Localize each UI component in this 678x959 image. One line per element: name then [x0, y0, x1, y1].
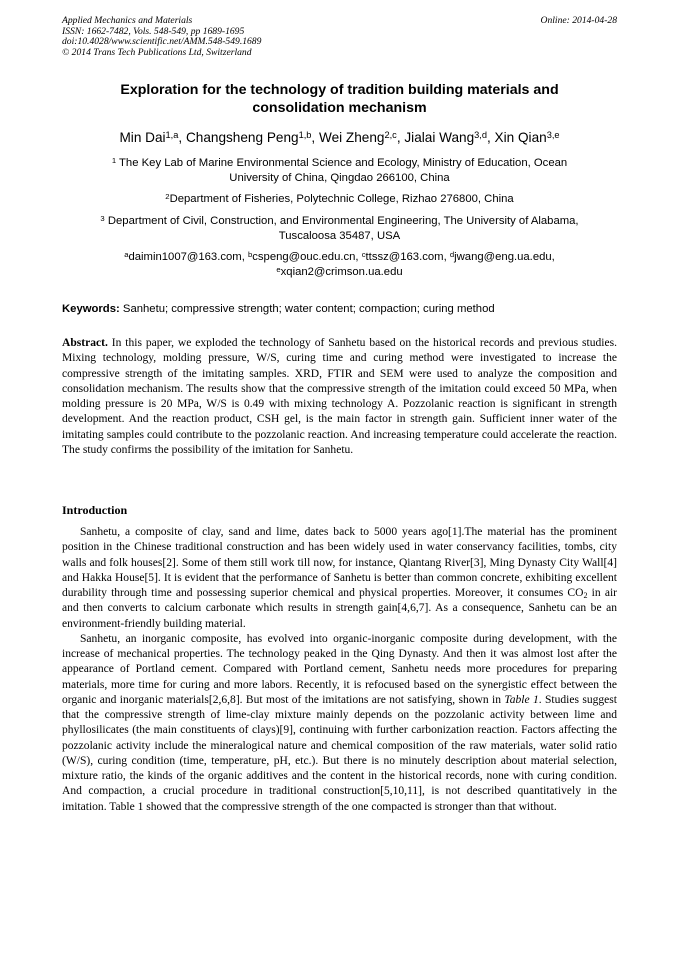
email-mark: d: [449, 249, 455, 259]
copyright-line: © 2014 Trans Tech Publications Ltd, Switzerland: [62, 46, 252, 58]
affiliation-mark: 3: [100, 213, 105, 223]
author-affiliation-mark: 2,c: [384, 129, 397, 140]
author-list: Min Dai$^{1,a}$, Changsheng Peng$^{1,b}$, Wei Zheng$^{2,c}$, Jialai Wang$^{3,d}$, Xin Qian$^{3,e}$: [119, 129, 560, 145]
author-name: Min Dai: [119, 130, 166, 145]
email-list: $^a$daimin1007@163.com, $^b$cspeng@ouc.edu.cn, $^c$ttssz@163.com, $^d$jwang@eng.ua.edu, $^e$xqian2@crimson.ua.edu: [124, 249, 555, 278]
author-affiliation-mark: 3,e: [546, 129, 560, 140]
intro-paragraph-2: [62, 632, 617, 815]
subscript: 2: [583, 591, 588, 601]
author-name: Jialai Wang: [404, 130, 475, 145]
email-address[interactable]: ttssz@163.com: [365, 251, 444, 263]
title-line-2: consolidation mechanism: [252, 100, 427, 116]
affiliation-1: [62, 156, 617, 186]
author-affiliation-mark: 3,d: [474, 129, 487, 140]
affiliation-2: [62, 192, 617, 207]
doi-line: doi:10.4028/www.scientific.net/AMM.548-549.1689: [62, 36, 262, 48]
intro-text: . Studies suggest that the compressive strength of lime-clay mixture mainly depends on the pozzolanic activity between lime and phyllosilicates (the main constituents of clays)[9], continuing with further carbonization reaction. Factors affecting the pozzolanic activity include the mineralogical nature and chemical composition of the raw materials, water solid ratio (W/S), curing condition (time, temperature, pH, etc.). But there is no minutely description about material selection, mixture ratio, the kinds of the organic additives and the content in the historical records, none with curing condition. And compaction, a crucial procedure in traditional construction[5,10,11], is not described quantitatively in the imitation. Table 1 showed that the compressive strength of the one compacted is stronger than that without.: [62, 693, 618, 813]
intro-text: in air and then converts to calcium carbonate which results in strength gain[4,6,7]. As a consequence, Sanhetu can be an environment-friendly building material.: [62, 587, 618, 630]
email-mark: c: [361, 249, 366, 259]
email-address[interactable]: daimin1007@163.com: [128, 251, 242, 263]
affiliation-mark: 1: [111, 155, 117, 165]
affiliation-mark: 2: [165, 191, 170, 201]
email-mark: a: [124, 249, 129, 259]
author-name: Changsheng Peng: [185, 130, 299, 145]
issn-line: ISSN: 1662-7482, Vols. 548-549, pp 1689-1695: [62, 25, 245, 37]
keywords-text: Sanhetu; compressive strength; water content; compaction; curing method: [122, 303, 495, 315]
keywords-line: [62, 302, 617, 317]
intro-paragraph-1: [62, 525, 617, 632]
section-heading-introduction: Introduction: [62, 503, 128, 517]
affiliation-line: The Key Lab of Marine Environmental Science and Ecology, Ministry of Education, Ocean: [119, 157, 568, 169]
affiliation-3: [62, 214, 617, 244]
email-address[interactable]: cspeng@ouc.edu.cn: [252, 251, 356, 263]
keywords-label: Keywords:: [62, 303, 120, 315]
affiliation-line: Department of Civil, Construction, and Environmental Engineering, The University of Alabama,: [107, 215, 579, 227]
online-date: Online: 2014-04-28: [540, 15, 617, 26]
title-line-1: Exploration for the technology of tradition building materials and: [120, 82, 559, 98]
abstract-label: Abstract.: [62, 337, 108, 349]
affiliation-line: Department of Fisheries, Polytechnic College, Rizhao 276800, China: [169, 193, 514, 205]
paper-title: [62, 81, 617, 117]
journal-header: [62, 16, 617, 58]
journal-name: Applied Mechanics and Materials: [62, 15, 193, 26]
author-affiliation-mark: 1,b: [298, 129, 312, 140]
author-affiliation-mark: 1,a: [165, 129, 179, 140]
affiliation-line: Tuscaloosa 35487, USA: [278, 230, 401, 242]
author-name: Wei Zheng: [318, 130, 385, 145]
email-mark: e: [276, 264, 281, 274]
email-mark: b: [247, 249, 253, 259]
introduction-body: [62, 525, 617, 815]
table-reference[interactable]: Table 1: [504, 693, 539, 706]
abstract-text: In this paper, we exploded the technology of Sanhetu based on the historical records and previous studies. Mixing technology, molding pressure, W/S, curing time and curing method were investigated to increase the compressive strength of the imitating samples. XRD, FTIR and SEM were used to analyze the composition and consolidation mechanism. The results show that the compressive strength of the imitation could exceed 50 MPa, when molding pressure is 20 MPa, W/S is 0.49 with mixing technology A. Pozzolanic reaction is significant in strength development. And the reaction product, CSH gel, is the main factor in strength gain. Sufficient inner water of the imitating samples could contribute to the pozzolanic reaction. And increasing temperature could accelerate the reaction. The study confirms the possibility of the imitation for Sanhetu.: [62, 337, 618, 456]
intro-text: Sanhetu, an inorganic composite, has evolved into organic-inorganic composite during development, with the increase of mechanical properties. The technology peaked in the Qing Dynasty. And then it was almost lost after the appearance of Portland cement. Compared with Portland cement, Sanhetu needs more procedures for preparing materials, more time for curing and more labors. Recently, it is refocused based on the synergistic effect between the organic and inorganic materials[2,6,8]. But most of the imitations are not satisfying, shown in: [62, 632, 617, 706]
intro-text: Sanhetu, a composite of clay, sand and lime, dates back to 5000 years ago[1].The material has the prominent position in the Chinese traditional construction and has been widely used in water conservancy facilities, tombs, city walls and folk houses[2]. Some of them still work till now, for instance, Qiantang River[3], Ming Dynasty City Wall[4] and Hakka House[5]. It is evident that the performance of Sanhetu is better than common concrete, exhibiting excellent durability through time and possessing superior chemical and physical properties. Moreover, it consumes CO: [62, 526, 617, 599]
affiliation-line: University of China, Qingdao 266100, China: [229, 172, 450, 184]
author-name: Xin Qian: [494, 130, 547, 145]
abstract-paragraph: [62, 336, 617, 458]
email-address[interactable]: xqian2@crimson.ua.edu: [280, 266, 403, 278]
email-address[interactable]: jwang@eng.ua.edu: [454, 251, 552, 263]
